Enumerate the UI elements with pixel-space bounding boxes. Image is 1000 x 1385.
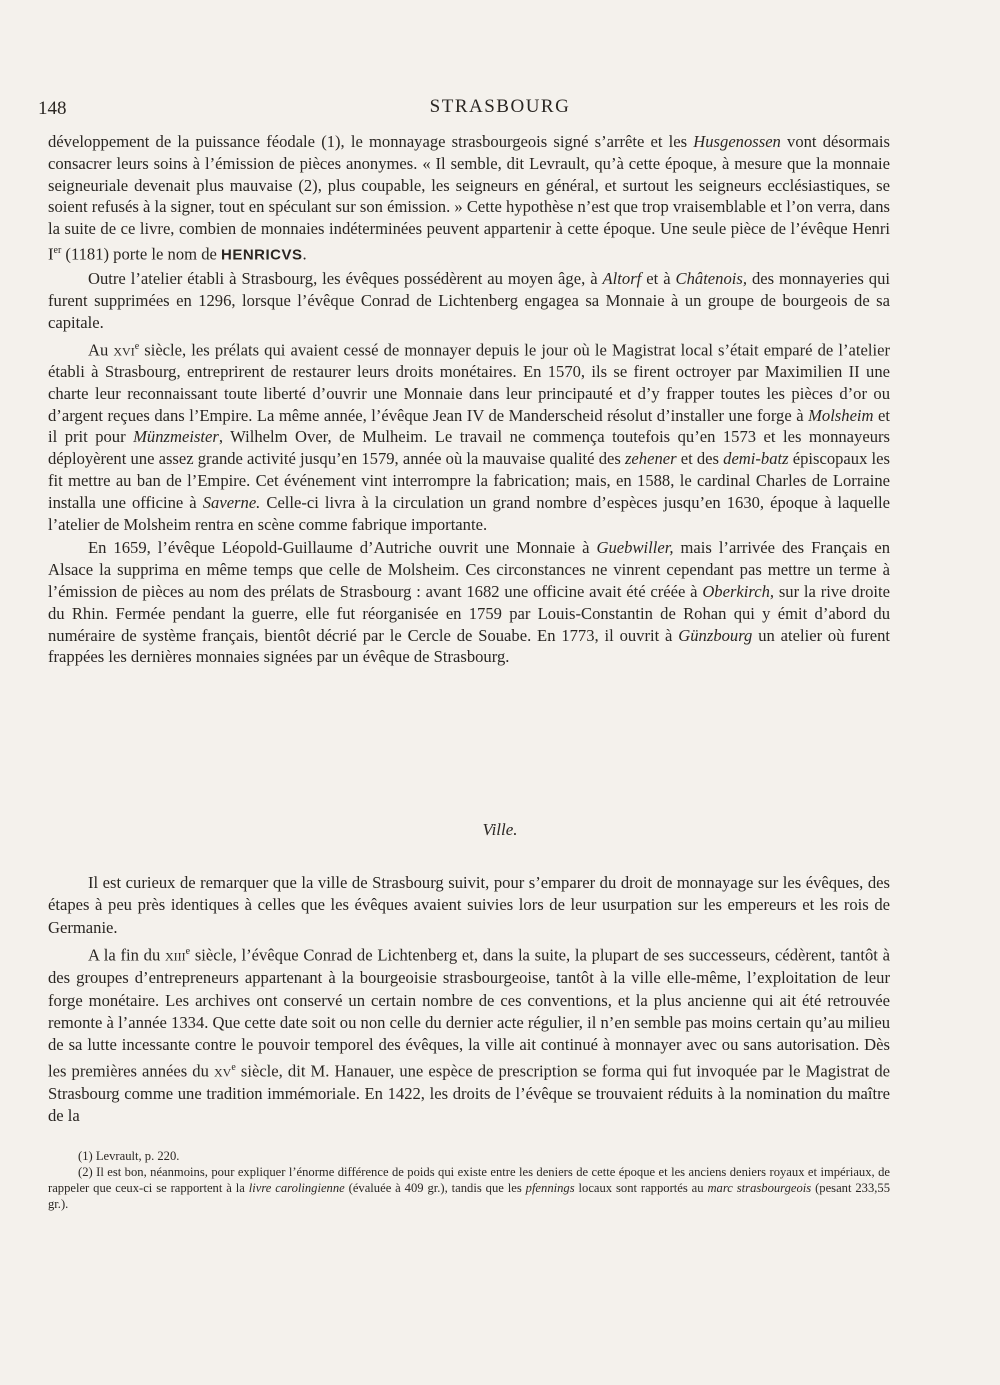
text-run: sur la rive droite du Rhin. Fermée pendant la guerre, elle fut réorganisée en 1759 par Louis-Constantin de Rohan qui y émit d’abord du numéraire de système français, bientôt décrié par le Cercle de Souabe. En 1773, il ouvrit à [48,582,890,645]
superscript: e [231,1061,236,1073]
text-run: (2) Il est bon, néanmoins, pour expliquer l’énorme différence de poids qui existe entre les deniers de cette époque et les anciens deniers royaux et impériaux, de rappeler que ceux-ci se rapportent à la [48,1165,890,1195]
text-run-italic: Guebwiller, [596,538,674,558]
text-run: et il prit pour [48,405,890,447]
running-title: STRASBOURG [429,96,571,117]
coin-legend: HENRICVS [221,246,303,264]
text-run-italic: pfennings [525,1181,575,1195]
text-run: (évaluée à 409 gr.), tandis que les [344,1181,526,1195]
superscript: e [185,946,191,958]
text-run: un atelier où furent frappées les dernières monnaies signées par un évêque de Strasbourg. [48,625,890,667]
text-run: des monnayeries qui furent supprimées en 1296, lorsque l’évêque Conrad de Lichtenberg engagea sa Monnaie à un groupe de bourgeois de sa capitale. [48,269,890,332]
footnote-2 [48,1164,890,1212]
roman-numeral: xiii [165,945,186,965]
text-run: A la fin du [88,945,166,965]
paragraph-3 [48,336,890,536]
text-run-italic: Molsheim [808,405,874,425]
text-run-italic: Châtenois, [675,269,747,289]
text-run: développement de la puissance féodale (1), le monnayage strasbourgeois signé s’arrête et les [48,132,694,151]
text-run: En 1659, l’évêque Léopold-Guillaume d’Autriche ouvrit une Monnaie à [88,538,597,558]
footnotes [48,1148,890,1212]
section-paragraph-1: Il est curieux de remarquer que la ville de Strasbourg suivit, pour s’emparer du droit de monnayage sur les évêques, des étapes à peu près identiques à celles que les évêques avaient suivies lors de leur usurpation sur les empereurs et les rois de Germanie. [48,873,890,937]
section-heading: Ville. [482,820,518,839]
text-run: vont désormais consacrer leurs soins à l’émission de pièces anonymes. « Il semble, dit Levrault, qu’à cette époque, à mesure que la monnaie seigneuriale devenait plus mauvaise (2), plus coupable, les seigneurs en général, et surtout les seigneurs ecclésiastiques, se soient refusés à la signer, tout en spéculant sur son émission. » Cette hypothèse n’est que trop vraisemblable et l’on verra, dans la suite de ce livre, combien de monnaies indéterminées peuvent appartenir à cette époque. Une seule pièce de l’évêque Henri I [48,132,890,264]
text-run: locaux sont rapportés au [574,1181,708,1195]
text-run-italic: marc strasbourgeois [707,1181,812,1195]
text-run-italic: Oberkirch, [702,582,775,601]
text-run: (1181) porte le nom de [61,244,222,264]
paragraph-2 [48,268,890,333]
footnote-1: (1) Levrault, p. 220. [78,1149,180,1163]
text-run: siècle, dit M. Hanauer, une espèce de prescription se forma qui fut invoquée par le Magistrat de Strasbourg comme une tradition immémoriale. En 1422, les droits de l’évêque se trouvaient réduits à la nomination du maître de la [48,1061,891,1126]
text-run-italic: livre carolingienne [248,1181,345,1195]
text-run: siècle, les prélats qui avaient cessé de monnayer depuis le jour où le Magistrat local s’était emparé de l’atelier établi à Strasbourg, entreprirent de restaurer leurs droits monétaires. En 1570, ils se firent octroyer par Maximilien II une charte leur reconnaissant toute liberté d’ouvrir une Monnaie dans leur principauté et d’y frapper toutes les pièces d’or ou d’argent reçues dans l’Empire. La même année, l’évêque Jean IV de Manderscheid résolut d’installer une forge à [48,340,890,425]
text-run: Outre l’atelier établi à Strasbourg, les évêques possédèrent au moyen âge, à [88,269,603,289]
paragraph-1 [48,131,890,266]
text-run-italic: Husgenossen [693,132,781,151]
superscript: e [134,340,140,352]
text-run: siècle, l’évêque Conrad de Lichtenberg et, dans la suite, la plupart de ses successeurs, cédèrent, tantôt à des groupes d’entrepreneurs appartenant à la bourgeoisie strasbourgeoise, tantôt à la ville elle-même, l’exploitation de leur forge monétaire. Les archives ont conservé un certain nombre de ces conventions, et la plus ancienne qui ait été retrouvée remonte à l’année 1334. Que cette date soit ou non celle du dernier acte régulier, il n’en semble pas moins certain qu’au milieu de sa lutte incessante contre le pouvoir temporel des évêques, la ville ait continué à monnayer avec ou sans autorisation. Dès les premières années du [48,945,890,1081]
superscript: er [53,244,62,256]
roman-numeral: xv [214,1061,232,1081]
text-run: Celle-ci livra à la circulation un grand nombre d’espèces jusqu’en 1630, époque à laquelle l’atelier de Molsheim rentra en scène comme fabrique importante. [48,492,891,534]
text-run: . [302,244,307,264]
text-run-italic: demi-batz [723,449,789,469]
text-run-italic: Saverne. [202,492,261,512]
main-text [48,131,890,668]
text-run: et des [676,449,724,469]
text-run: , Wilhelm Over, de Mulheim. Le travail ne commença toutefois qu’en 1573 et les monnayeurs déployèrent une assez grande activité jusqu’en 1579, année où la mauvaise qualité des [48,427,890,469]
text-run-italic: Münzmeister [133,427,219,447]
section-text [48,872,890,1128]
text-run: mais l’arrivée des Français en Alsace la supprima en même temps que celle de Molsheim. Ces circonstances ne vinrent cependant pas mettre un terme à l’émission de pièces au nom des prélats de Strasbourg : avant 1682 une officine avait été créée à [48,538,890,601]
text-run: épiscopaux les fit mettre au ban de l’Empire. Cet événement vint interrompre la fabrication; mais, en 1588, le cardinal Charles de Lorraine installa une officine à [48,449,890,512]
roman-numeral: xvi [113,340,135,360]
text-run: Au [88,340,114,360]
text-run: (pesant 233,55 gr.). [48,1181,890,1211]
section-paragraph-2 [48,941,890,1127]
text-run-italic: Altorf [602,269,642,289]
text-run-italic: Günzbourg [678,625,753,645]
page-number: 148 [38,98,67,119]
text-run: et à [641,269,676,289]
text-run-italic: zehener [624,449,677,469]
paragraph-4 [48,537,890,668]
